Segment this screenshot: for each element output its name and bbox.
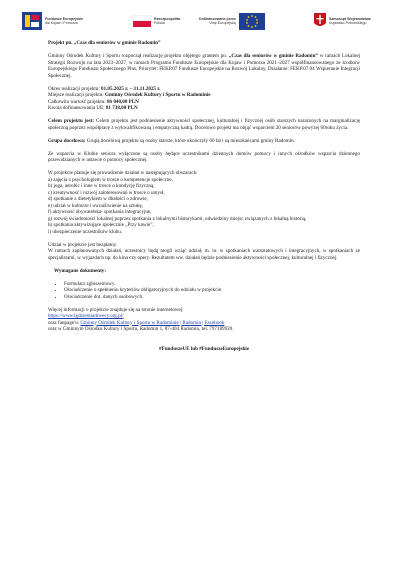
goal-label: Celem projektu jest: (48, 118, 95, 124)
target-group-label: Grupa docelowa: (48, 137, 86, 144)
coat-of-arms-icon (314, 13, 326, 29)
more-info-line: Więcej informacji o projekcie znajduje się na stronie internetowej: (48, 306, 184, 313)
pl-logo-line2: Polska (154, 21, 165, 25)
activity-item: f) aktywność obywatelska- spotkania integracyjne, (48, 209, 152, 215)
fundusze-europejskie-logo (22, 10, 118, 32)
office-line: oraz w Gminnym Ośrodku Kultury i Sportu, Radomin 1, 87-404 Radomin, tel. 797189920. (48, 326, 234, 332)
period-value: 01.05.2025 r. – 31.11.2025 r. (101, 85, 161, 92)
polish-flag-icon (133, 15, 151, 27)
total-label: Całkowita wartość projektu: (48, 98, 107, 105)
documents-heading: Wymagane dokumenty: (54, 267, 107, 274)
activity-item: b) joga, aerobic i inne w trosce o kondycję fizyczną, (48, 183, 155, 189)
intro-text-1: Gminny Ośrodek Kultury i Sportu rozpoczął realizację projektu objętego grantem pn. (48, 53, 229, 59)
eu-flag-icon (239, 13, 265, 30)
document-item: • Oświadczenie o spełnieniu kryteriów obligatoryjnych do udziału w projekcie. (64, 287, 360, 294)
club-exclusion-paragraph: Ze wsparcia w Klubie seniora wyłączone są osoby będące uczestnikami dziennych domów pomocy i innych ośrodków wsparcia dziennego przewidzianych w ustawie o pomocy społecznej. (48, 150, 360, 163)
ue-logo-line2: Unię Europejską (209, 21, 236, 25)
activity-item: a) zajęcia z psychologiem w trosce o kompetencje społeczne, (48, 176, 173, 183)
activity-item: i) ubezpieczenie uczestników klubu. (48, 228, 123, 235)
total-value: 86 040,00 PLN (107, 98, 139, 105)
eu-logo (199, 10, 289, 32)
intro-paragraph (48, 53, 360, 79)
goal-text: Celem projektu jest podniesienie aktywności społecznej, kulturalnej i fizycznej osób starszych narażonych na marginalizację społeczną poprzez współpracę z wykwalifikowaną i empatyczną kadrą. Docelowo projekt ma objąć wsparciem 20 seniorów powyżej 60roku życia. (48, 118, 360, 131)
document-item: • Formularz zgłoszeniowy. (64, 281, 360, 288)
intro-text-2: w ramach Lokalnej Strategii Rozwoju na lata 2023–2027, w ramach Programu Fundusze Europejskie dla Kujaw i Pomorza 2021–2027 współfinansowanego ze środków Europejskiego Funduszu Społecznego Plus, Priorytet: FEKP.07 Fundusze Europejskie na Rozwój Lokalny, Działanie: FEKP.07.04 Wspieranie Integracji Społecznej. (48, 53, 360, 79)
activity-item: g) rozwój świadomości lokalnej poprzez spotkania z lokalnymi historykami, odwiedziny miejsc związanych z lokalną historią, (48, 215, 307, 222)
kp-logo-line1: Samorząd Województwa (329, 16, 371, 21)
eu-funding-value: 81 738,00 PLN (105, 105, 138, 111)
participation-free: Udział w projekcie jest bezpłatny. (48, 241, 118, 248)
eu-funding-label: Kwota dofinansowania UE: (48, 105, 106, 111)
website-link[interactable]: https://www.lgdziemiadrwecy.org.pl/ (48, 313, 124, 319)
pl-logo-line1: Rzeczpospolita (154, 16, 181, 21)
document-title: Projekt pn. „Czas dla seniorów w gminie Radomin” (48, 40, 161, 46)
activity-item: h) spotkania aktywizujące społecznie „Przy kawie”, (48, 222, 154, 228)
fe-logo-line2: dla Kujaw i Pomorza (45, 21, 78, 25)
fanpage-label: oraz fanpage'u: (48, 319, 81, 326)
kp-logo-line2: Kujawsko-Pomorskiego (329, 21, 367, 25)
activity-item: e) udział w kulturze i uwrażliwienie na sztukę, (48, 202, 144, 209)
rzeczpospolita-logo (133, 10, 193, 32)
document-body (48, 40, 360, 352)
logo-bar (22, 10, 386, 32)
activities-intro: W projekcie planuje się prowadzenie działań w następujących obszarach: (48, 170, 198, 176)
fanpage-link[interactable]: Gminny Ośrodek Kultury i Sportu w Radominie | Radomin | Facebook (80, 319, 225, 326)
activity-item: d) spotkanie z dietetykiem w dbałości o zdrowie, (48, 196, 148, 202)
ue-logo-line1: Dofinansowane przez (199, 16, 236, 21)
document-item: • Oświadczenie dot. danych osobowych. (64, 294, 360, 301)
fe-logo-icon (22, 12, 42, 30)
intro-project-name: „Czas dla seniorów w gminie Radomin” (228, 53, 318, 59)
period-label: Okres realizacji projektu: (48, 85, 102, 92)
hashtags: #FunduszeUE lub #FunduszeEuropejskie (159, 345, 249, 352)
target-group-text: Grupą docelową projektu są osoby starsze, które ukończyły 60 lat i są mieszkańcami gminy Radomin. (85, 137, 295, 144)
place-value: Gminny Ośrodek Kultury i Sportu w Radominie (105, 92, 211, 98)
documents-list (48, 281, 360, 301)
place-label: Miejsce realizacji projektu: (48, 92, 105, 98)
activity-item: c) kreatywność i rozwój zainteresowań w trosce o umysł, (48, 189, 165, 196)
fe-logo-line1: Fundusze Europejskie (45, 16, 84, 21)
participation-details: W ramach zaplanowanych działań, uczestnicy będą mogli wziąć udział, m. in. w spotkaniach warsztatowych i integracyjnych, w spotkaniach ze specjalistami, w wyjazdach np. do kina czy opery. Rezultatem ww. działań będzie podniesienie aktywności społecznej, kulturalnej i fizycznej. (48, 248, 360, 261)
kujawsko-pomorskie-logo (314, 10, 394, 32)
goal-paragraph (48, 118, 360, 131)
